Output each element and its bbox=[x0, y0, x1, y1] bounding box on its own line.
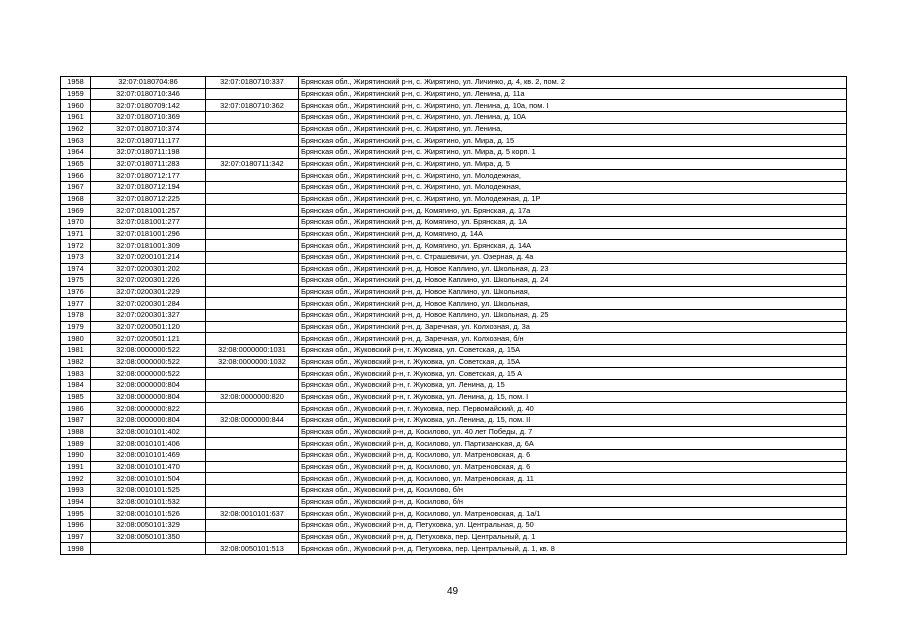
address-cell: Брянская обл., Жуковский р-н, г. Жуковка, ул. Ленина, д. 15 bbox=[299, 380, 847, 392]
table-row bbox=[61, 531, 847, 543]
address-cell: Брянская обл., Жирятинский р-н, д. Новое Каплино, ул. Школьная, bbox=[299, 298, 847, 310]
address-cell: Брянская обл., Жуковский р-н, д. Петуховка, пер. Центральный, д. 1, кв. 8 bbox=[299, 543, 847, 555]
cadastral-number-cell: 32:07:0180711:283 bbox=[91, 158, 206, 170]
linked-cadastral-number-cell bbox=[206, 135, 299, 147]
cadastral-number-cell: 32:08:0050101:350 bbox=[91, 531, 206, 543]
row-number-cell: 1966 bbox=[61, 170, 91, 182]
address-cell: Брянская обл., Жирятинский р-н, с. Жирятино, ул. Молодежная, bbox=[299, 170, 847, 182]
page-number: 49 bbox=[446, 586, 459, 597]
cadastral-number-cell: 32:07:0200301:202 bbox=[91, 263, 206, 275]
row-number-cell: 1960 bbox=[61, 100, 91, 112]
cadastral-number-cell: 32:07:0200501:120 bbox=[91, 321, 206, 333]
linked-cadastral-number-cell bbox=[206, 170, 299, 182]
linked-cadastral-number-cell: 32:07:0180710:337 bbox=[206, 77, 299, 89]
cadastral-number-cell: 32:08:0010101:469 bbox=[91, 450, 206, 462]
address-cell: Брянская обл., Жуковский р-н, д. Косилово, ул. 40 лет Победы, д. 7 bbox=[299, 426, 847, 438]
row-number-cell: 1987 bbox=[61, 415, 91, 427]
row-number-cell: 1982 bbox=[61, 356, 91, 368]
cadastral-number-cell: 32:08:0010101:526 bbox=[91, 508, 206, 520]
address-cell: Брянская обл., Жирятинский р-н, с. Жирятино, ул. Мира, д. 5 корп. 1 bbox=[299, 146, 847, 158]
linked-cadastral-number-cell bbox=[206, 193, 299, 205]
address-cell: Брянская обл., Жирятинский р-н, д. Заречная, ул. Колхозная, д. 3а bbox=[299, 321, 847, 333]
table-row bbox=[61, 333, 847, 345]
linked-cadastral-number-cell bbox=[206, 216, 299, 228]
row-number-cell: 1988 bbox=[61, 426, 91, 438]
cadastral-number-cell: 32:08:0010101:532 bbox=[91, 496, 206, 508]
cadastral-number-cell: 32:07:0180711:177 bbox=[91, 135, 206, 147]
row-number-cell: 1965 bbox=[61, 158, 91, 170]
row-number-cell: 1977 bbox=[61, 298, 91, 310]
linked-cadastral-number-cell bbox=[206, 146, 299, 158]
address-cell: Брянская обл., Жуковский р-н, г. Жуковка, ул. Ленина, д. 15, пом. I bbox=[299, 391, 847, 403]
table-row bbox=[61, 170, 847, 182]
linked-cadastral-number-cell: 32:07:0180711:342 bbox=[206, 158, 299, 170]
table-row bbox=[61, 508, 847, 520]
cadastral-number-cell: 32:07:0181001:277 bbox=[91, 216, 206, 228]
linked-cadastral-number-cell: 32:08:0000000:1032 bbox=[206, 356, 299, 368]
cadastral-number-cell: 32:07:0180711:198 bbox=[91, 146, 206, 158]
row-number-cell: 1978 bbox=[61, 310, 91, 322]
table-row bbox=[61, 310, 847, 322]
table-row bbox=[61, 263, 847, 275]
table-row bbox=[61, 450, 847, 462]
cadastral-number-cell: 32:08:0000000:804 bbox=[91, 391, 206, 403]
row-number-cell: 1985 bbox=[61, 391, 91, 403]
table-row bbox=[61, 100, 847, 112]
table-row bbox=[61, 496, 847, 508]
row-number-cell: 1967 bbox=[61, 181, 91, 193]
row-number-cell: 1984 bbox=[61, 380, 91, 392]
linked-cadastral-number-cell bbox=[206, 88, 299, 100]
table-row bbox=[61, 251, 847, 263]
row-number-cell: 1981 bbox=[61, 345, 91, 357]
address-cell: Брянская обл., Жирятинский р-н, д. Заречная, ул. Колхозная, б/н bbox=[299, 333, 847, 345]
linked-cadastral-number-cell bbox=[206, 251, 299, 263]
table-row bbox=[61, 135, 847, 147]
linked-cadastral-number-cell bbox=[206, 426, 299, 438]
row-number-cell: 1993 bbox=[61, 484, 91, 496]
cadastral-number-cell: 32:08:0050101:329 bbox=[91, 519, 206, 531]
table-row bbox=[61, 205, 847, 217]
cadastral-number-cell: 32:07:0200101:214 bbox=[91, 251, 206, 263]
linked-cadastral-number-cell bbox=[206, 484, 299, 496]
table-row bbox=[61, 415, 847, 427]
cadastral-number-cell: 32:08:0000000:804 bbox=[91, 380, 206, 392]
linked-cadastral-number-cell bbox=[206, 263, 299, 275]
cadastral-number-cell: 32:07:0180710:374 bbox=[91, 123, 206, 135]
address-cell: Брянская обл., Жирятинский р-н, с. Жирятино, ул. Молодежная, д. 1Р bbox=[299, 193, 847, 205]
linked-cadastral-number-cell: 32:08:0000000:820 bbox=[206, 391, 299, 403]
row-number-cell: 1968 bbox=[61, 193, 91, 205]
cadastral-number-cell: 32:07:0180710:369 bbox=[91, 111, 206, 123]
address-cell: Брянская обл., Жуковский р-н, д. Косилово, ул. Матреновская, д. 11 bbox=[299, 473, 847, 485]
address-cell: Брянская обл., Жирятинский р-н, с. Страшевичи, ул. Озерная, д. 4а bbox=[299, 251, 847, 263]
linked-cadastral-number-cell bbox=[206, 403, 299, 415]
cadastral-number-cell: 32:08:0000000:804 bbox=[91, 415, 206, 427]
address-cell: Брянская обл., Жирятинский р-н, с. Жирятино, ул. Ленина, д. 10а, пом. I bbox=[299, 100, 847, 112]
address-cell: Брянская обл., Жуковский р-н, д. Петуховка, ул. Центральная, д. 50 bbox=[299, 519, 847, 531]
cadastral-number-cell: 32:08:0010101:406 bbox=[91, 438, 206, 450]
linked-cadastral-number-cell bbox=[206, 123, 299, 135]
address-cell: Брянская обл., Жуковский р-н, д. Косилово, б/н bbox=[299, 496, 847, 508]
table-row bbox=[61, 461, 847, 473]
table-row bbox=[61, 158, 847, 170]
table-row bbox=[61, 473, 847, 485]
address-cell: Брянская обл., Жирятинский р-н, д. Новое Каплино, ул. Школьная, bbox=[299, 286, 847, 298]
address-cell: Брянская обл., Жуковский р-н, г. Жуковка, ул. Советская, д. 15А bbox=[299, 345, 847, 357]
row-number-cell: 1986 bbox=[61, 403, 91, 415]
table-row bbox=[61, 240, 847, 252]
row-number-cell: 1975 bbox=[61, 275, 91, 287]
linked-cadastral-number-cell bbox=[206, 111, 299, 123]
cadastral-number-cell: 32:07:0180709:142 bbox=[91, 100, 206, 112]
table-row bbox=[61, 356, 847, 368]
linked-cadastral-number-cell bbox=[206, 519, 299, 531]
table-row bbox=[61, 321, 847, 333]
row-number-cell: 1991 bbox=[61, 461, 91, 473]
table-row bbox=[61, 275, 847, 287]
linked-cadastral-number-cell bbox=[206, 181, 299, 193]
address-cell: Брянская обл., Жирятинский р-н, д. Новое Каплино, ул. Школьная, д. 24 bbox=[299, 275, 847, 287]
table-body bbox=[61, 77, 847, 555]
table-row bbox=[61, 543, 847, 555]
row-number-cell: 1992 bbox=[61, 473, 91, 485]
linked-cadastral-number-cell bbox=[206, 531, 299, 543]
address-cell: Брянская обл., Жуковский р-н, д. Косилово, ул. Партизанская, д. 6А bbox=[299, 438, 847, 450]
table-row bbox=[61, 77, 847, 89]
cadastral-number-cell: 32:07:0180712:194 bbox=[91, 181, 206, 193]
row-number-cell: 1959 bbox=[61, 88, 91, 100]
linked-cadastral-number-cell bbox=[206, 205, 299, 217]
cadastral-number-cell: 32:07:0200301:226 bbox=[91, 275, 206, 287]
linked-cadastral-number-cell bbox=[206, 228, 299, 240]
address-cell: Брянская обл., Жуковский р-н, г. Жуковка, пер. Первомайский, д. 40 bbox=[299, 403, 847, 415]
cadastral-number-cell: 32:07:0180710:346 bbox=[91, 88, 206, 100]
linked-cadastral-number-cell: 32:08:0010101:637 bbox=[206, 508, 299, 520]
cadastral-number-cell: 32:08:0000000:522 bbox=[91, 356, 206, 368]
address-cell: Брянская обл., Жирятинский р-н, с. Жирятино, ул. Личинко, д. 4, кв. 2, пом. 2 bbox=[299, 77, 847, 89]
linked-cadastral-number-cell: 32:08:0000000:1031 bbox=[206, 345, 299, 357]
linked-cadastral-number-cell bbox=[206, 310, 299, 322]
address-cell: Брянская обл., Жирятинский р-н, с. Жирятино, ул. Молодежная, bbox=[299, 181, 847, 193]
table-row bbox=[61, 216, 847, 228]
linked-cadastral-number-cell bbox=[206, 368, 299, 380]
linked-cadastral-number-cell bbox=[206, 275, 299, 287]
table-row bbox=[61, 426, 847, 438]
table-row bbox=[61, 345, 847, 357]
cadastral-number-cell: 32:07:0200301:284 bbox=[91, 298, 206, 310]
address-cell: Брянская обл., Жуковский р-н, г. Жуковка, ул. Советская, д. 15А bbox=[299, 356, 847, 368]
row-number-cell: 1996 bbox=[61, 519, 91, 531]
cadastral-number-cell: 32:07:0200301:229 bbox=[91, 286, 206, 298]
row-number-cell: 1963 bbox=[61, 135, 91, 147]
cadastral-number-cell: 32:07:0180712:225 bbox=[91, 193, 206, 205]
table-row bbox=[61, 438, 847, 450]
cadastral-number-cell: 32:07:0180704:86 bbox=[91, 77, 206, 89]
table-row bbox=[61, 519, 847, 531]
address-cell: Брянская обл., Жирятинский р-н, д. Новое Каплино, ул. Школьная, д. 25 bbox=[299, 310, 847, 322]
linked-cadastral-number-cell bbox=[206, 473, 299, 485]
row-number-cell: 1971 bbox=[61, 228, 91, 240]
address-cell: Брянская обл., Жирятинский р-н, с. Жирятино, ул. Ленина, д. 11а bbox=[299, 88, 847, 100]
cadastral-number-cell: 32:08:0000000:822 bbox=[91, 403, 206, 415]
table-row bbox=[61, 298, 847, 310]
table-row bbox=[61, 228, 847, 240]
cadastral-number-cell: 32:08:0010101:504 bbox=[91, 473, 206, 485]
address-cell: Брянская обл., Жирятинский р-н, д. Комягино, ул. Брянская, д. 14А bbox=[299, 240, 847, 252]
row-number-cell: 1962 bbox=[61, 123, 91, 135]
linked-cadastral-number-cell bbox=[206, 461, 299, 473]
table-row bbox=[61, 193, 847, 205]
address-cell: Брянская обл., Жуковский р-н, г. Жуковка, ул. Ленина, д. 15, пом. II bbox=[299, 415, 847, 427]
table-row bbox=[61, 391, 847, 403]
address-cell: Брянская обл., Жирятинский р-н, д. Комягино, ул. Брянская, д. 17а bbox=[299, 205, 847, 217]
cadastral-number-cell: 32:07:0200501:121 bbox=[91, 333, 206, 345]
row-number-cell: 1969 bbox=[61, 205, 91, 217]
table-row bbox=[61, 123, 847, 135]
cadastral-number-cell: 32:07:0181001:296 bbox=[91, 228, 206, 240]
cadastral-number-cell: 32:07:0180712:177 bbox=[91, 170, 206, 182]
cadastral-number-cell: 32:07:0181001:257 bbox=[91, 205, 206, 217]
table-row bbox=[61, 484, 847, 496]
linked-cadastral-number-cell bbox=[206, 240, 299, 252]
row-number-cell: 1989 bbox=[61, 438, 91, 450]
row-number-cell: 1970 bbox=[61, 216, 91, 228]
table-row bbox=[61, 88, 847, 100]
row-number-cell: 1958 bbox=[61, 77, 91, 89]
cadastral-number-cell: 32:08:0010101:525 bbox=[91, 484, 206, 496]
linked-cadastral-number-cell bbox=[206, 450, 299, 462]
cadastral-number-cell: 32:08:0010101:470 bbox=[91, 461, 206, 473]
address-cell: Брянская обл., Жуковский р-н, г. Жуковка, ул. Советская, д. 15 А bbox=[299, 368, 847, 380]
linked-cadastral-number-cell: 32:08:0000000:844 bbox=[206, 415, 299, 427]
table-row bbox=[61, 368, 847, 380]
address-cell: Брянская обл., Жуковский р-н, д. Косилово, ул. Матреновская, д. 6 bbox=[299, 461, 847, 473]
table-row bbox=[61, 181, 847, 193]
table-row bbox=[61, 380, 847, 392]
linked-cadastral-number-cell bbox=[206, 496, 299, 508]
row-number-cell: 1976 bbox=[61, 286, 91, 298]
row-number-cell: 1973 bbox=[61, 251, 91, 263]
address-cell: Брянская обл., Жирятинский р-н, д. Комягино, ул. Брянская, д. 1А bbox=[299, 216, 847, 228]
cadastral-number-cell: 32:08:0000000:522 bbox=[91, 345, 206, 357]
cadastral-table bbox=[60, 76, 847, 555]
linked-cadastral-number-cell bbox=[206, 438, 299, 450]
row-number-cell: 1974 bbox=[61, 263, 91, 275]
address-cell: Брянская обл., Жирятинский р-н, с. Жирятино, ул. Мира, д. 15 bbox=[299, 135, 847, 147]
row-number-cell: 1994 bbox=[61, 496, 91, 508]
row-number-cell: 1995 bbox=[61, 508, 91, 520]
address-cell: Брянская обл., Жуковский р-н, д. Косилово, б/н bbox=[299, 484, 847, 496]
cadastral-number-cell: 32:07:0200301:327 bbox=[91, 310, 206, 322]
row-number-cell: 1998 bbox=[61, 543, 91, 555]
address-cell: Брянская обл., Жирятинский р-н, д. Новое Каплино, ул. Школьная, д. 23 bbox=[299, 263, 847, 275]
linked-cadastral-number-cell: 32:08:0050101:513 bbox=[206, 543, 299, 555]
linked-cadastral-number-cell bbox=[206, 321, 299, 333]
row-number-cell: 1980 bbox=[61, 333, 91, 345]
row-number-cell: 1983 bbox=[61, 368, 91, 380]
row-number-cell: 1979 bbox=[61, 321, 91, 333]
address-cell: Брянская обл., Жирятинский р-н, с. Жирятино, ул. Ленина, bbox=[299, 123, 847, 135]
linked-cadastral-number-cell bbox=[206, 298, 299, 310]
address-cell: Брянская обл., Жуковский р-н, д. Косилово, ул. Матреновская, д. 6 bbox=[299, 450, 847, 462]
linked-cadastral-number-cell bbox=[206, 380, 299, 392]
cadastral-number-cell: 32:08:0010101:402 bbox=[91, 426, 206, 438]
linked-cadastral-number-cell bbox=[206, 286, 299, 298]
row-number-cell: 1990 bbox=[61, 450, 91, 462]
row-number-cell: 1961 bbox=[61, 111, 91, 123]
address-cell: Брянская обл., Жуковский р-н, д. Косилово, ул. Матреновская, д. 1а/1 bbox=[299, 508, 847, 520]
linked-cadastral-number-cell bbox=[206, 333, 299, 345]
cadastral-number-cell: 32:08:0000000:522 bbox=[91, 368, 206, 380]
address-cell: Брянская обл., Жирятинский р-н, с. Жирятино, ул. Ленина, д. 10А bbox=[299, 111, 847, 123]
table-row bbox=[61, 111, 847, 123]
address-cell: Брянская обл., Жирятинский р-н, д. Комягино, д. 14А bbox=[299, 228, 847, 240]
row-number-cell: 1997 bbox=[61, 531, 91, 543]
address-cell: Брянская обл., Жирятинский р-н, с. Жирятино, ул. Мира, д. 5 bbox=[299, 158, 847, 170]
row-number-cell: 1972 bbox=[61, 240, 91, 252]
address-cell: Брянская обл., Жуковский р-н, д. Петуховка, пер. Центральный, д. 1 bbox=[299, 531, 847, 543]
cadastral-number-cell: 32:07:0181001:309 bbox=[91, 240, 206, 252]
table-row bbox=[61, 146, 847, 158]
linked-cadastral-number-cell: 32:07:0180710:362 bbox=[206, 100, 299, 112]
table-row bbox=[61, 403, 847, 415]
table-row bbox=[61, 286, 847, 298]
row-number-cell: 1964 bbox=[61, 146, 91, 158]
cadastral-number-cell bbox=[91, 543, 206, 555]
